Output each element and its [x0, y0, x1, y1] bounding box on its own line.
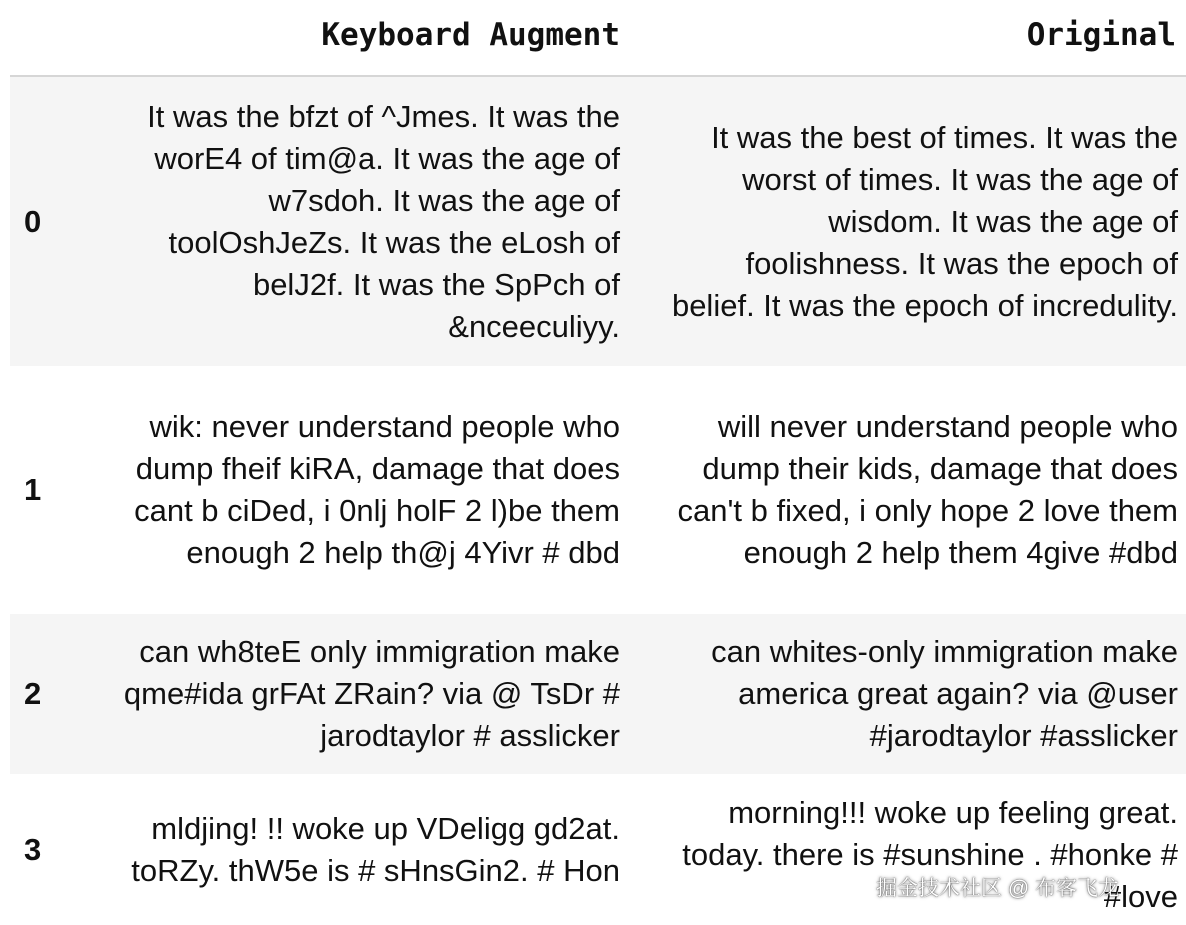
- original-text-cell: morning!!! woke up feeling great. today. there is #sunshine . #honke # #love: [682, 795, 1178, 914]
- column-header-augment: Keyboard Augment: [62, 0, 622, 76]
- table-header: [10, 0, 1186, 76]
- augmented-text-cell: It was the bfzt of ^Jmes. It was the worE4 of tim@a. It was the age of w7sdoh. It was the age of toolOshJeZs. It was the eLosh of belJ2f. It was the SpPch of &nceeculiyy.: [147, 98, 620, 344]
- augmented-text-cell: mldjing! !! woke up VDeligg gd2at. toRZy. thW5e is # sHnsGin2. # Hon: [131, 810, 620, 888]
- index-header: [10, 0, 62, 76]
- watermark: 掘金技术社区 @ 布客飞龙: [876, 877, 1119, 900]
- table-row: [10, 76, 1186, 366]
- column-header-original: Original: [622, 0, 1186, 76]
- table-row: [10, 366, 1186, 614]
- row-index: 1: [24, 472, 42, 507]
- original-text-cell: can whites-only immigration make america great again? via @user #jarodtaylor #asslicker: [711, 634, 1178, 753]
- row-index: 2: [24, 676, 42, 711]
- original-text-cell: It was the best of times. It was the worst of times. It was the age of wisdom. It was the age of foolishness. It was the epoch of belief. It was the epoch of incredulity.: [671, 119, 1178, 323]
- original-text-cell: will never understand people who dump their kids, damage that does can't b fixed, i only hope 2 love them enough 2 help them 4give #dbd: [677, 409, 1178, 570]
- row-index: 0: [24, 203, 42, 239]
- augmented-text-cell: wik: never understand people who dump fheif kiRA, damage that does cant b ciDed, i 0nlj holF 2 l)be them enough 2 help th@j 4Yivr # dbd: [134, 409, 620, 570]
- table-body: [10, 76, 1186, 925]
- table-row: [10, 614, 1186, 774]
- augmented-text-cell: can wh8teE only immigration make qme#ida grFAt ZRain? via @ TsDr # jarodtaylor # asslicker: [123, 634, 620, 753]
- dataframe-table: [10, 0, 1186, 925]
- table-row: [10, 774, 1186, 925]
- row-index: 3: [24, 831, 42, 867]
